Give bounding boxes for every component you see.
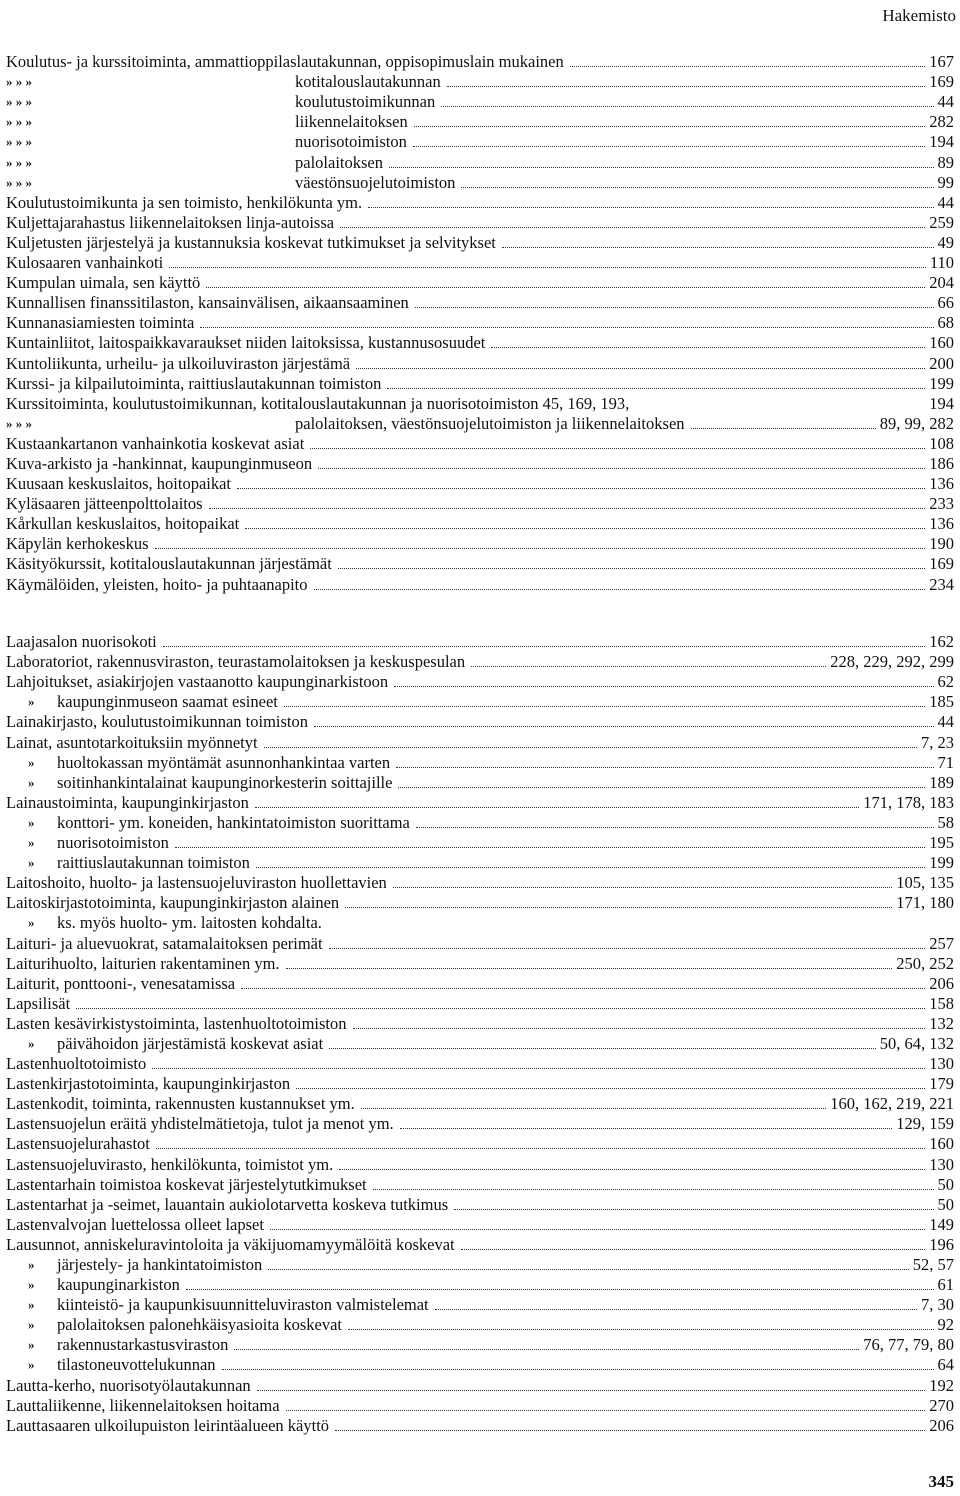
- index-entry-text: Kyläsaaren jätteenpolttolaitos: [6, 494, 203, 514]
- index-entry: [6, 1355, 954, 1375]
- index-entry-text: Koulutus- ja kurssitoiminta, ammattioppilaslautakunnan, oppisopimuslain mukainen: [6, 52, 564, 72]
- index-entry-pages: 136: [929, 474, 954, 494]
- index-entry-pages: 64: [937, 1355, 954, 1375]
- dot-leader: [471, 665, 826, 667]
- index-entry-text: Lauttasaaren ulkoilupuiston leirintäalueen käyttö: [6, 1415, 330, 1435]
- index-entry-pages: 44: [937, 712, 954, 732]
- index-entry-text: Kurssi- ja kilpailutoiminta, raittiuslautakunnan toimiston: [6, 373, 382, 393]
- index-entry-text: Lastenhuoltotoimisto: [6, 1054, 147, 1074]
- index-entry-pages: 7, 30: [921, 1295, 954, 1315]
- index-entry-pages: 234: [929, 574, 954, 594]
- index-entry: [6, 52, 954, 72]
- index-entry: [6, 1134, 954, 1154]
- index-entry-pages: 68: [937, 313, 954, 333]
- index-entry-text: raittiuslautakunnan toimiston: [57, 853, 250, 873]
- ditto-mark: »: [28, 754, 35, 770]
- index-entry-pages: 7, 23: [921, 732, 954, 752]
- index-entry-pages: 44: [937, 92, 954, 112]
- dot-leader: [348, 1328, 933, 1330]
- ditto-mark: »: [28, 1277, 35, 1293]
- index-entry-pages: 158: [929, 993, 954, 1013]
- ditto-mark: »: [28, 694, 35, 710]
- index-entry: [6, 132, 954, 152]
- index-entry-text: Koulutustoimikunta ja sen toimisto, henkilökunta ym.: [6, 192, 363, 212]
- index-entry: [6, 833, 954, 853]
- index-entry-pages: 270: [929, 1395, 954, 1415]
- dot-leader: [413, 145, 925, 147]
- dot-leader: [314, 725, 933, 727]
- index-entry: [6, 873, 954, 893]
- dot-leader: [314, 588, 926, 590]
- index-entry: [6, 1114, 954, 1134]
- index-entry-text: Lainakirjasto, koulutustoimikunnan toimiston: [6, 712, 309, 732]
- index-entry-text: nuorisotoimiston: [57, 833, 169, 853]
- index-entry-text: Lapsilisät: [6, 993, 71, 1013]
- index-entry-text: Lastenvalvojan luettelossa olleet lapset: [6, 1214, 264, 1234]
- index-entry-text: Kulosaaren vanhainkoti: [6, 253, 164, 273]
- index-entry: [6, 974, 954, 994]
- index-entry: [6, 632, 954, 652]
- index-entry-pages: 50: [937, 1174, 954, 1194]
- index-entry-text: Laiturit, ponttooni-, venesatamissa: [6, 973, 236, 993]
- page-header-title: Hakemisto: [882, 6, 956, 25]
- index-entry-pages: 282: [929, 112, 954, 132]
- index-entry-text: Lahjoitukset, asiakirjojen vastaanotto kaupunginarkistoon: [6, 672, 389, 692]
- dot-leader: [570, 65, 926, 67]
- dot-leader: [286, 967, 893, 969]
- dot-leader: [447, 85, 926, 87]
- index-entry-text: Lastensuojelun eräitä yhdistelmätietoja, tulot ja menot ym.: [6, 1114, 394, 1134]
- index-entry-pages: 169: [929, 554, 954, 574]
- index-entry: [6, 1375, 954, 1395]
- index-entry-pages: 257: [929, 933, 954, 953]
- dot-leader: [209, 507, 926, 509]
- index-entry: [6, 1054, 954, 1074]
- index-entry: [6, 933, 954, 953]
- ditto-mark: »: [28, 1317, 35, 1333]
- index-entry: [6, 333, 954, 353]
- index-entry: [6, 233, 954, 253]
- ditto-mark: » » »: [6, 74, 32, 90]
- index-entry-text: Laitoskirjastotoiminta, kaupunginkirjaston alainen: [6, 893, 340, 913]
- dot-leader: [245, 527, 925, 529]
- ditto-mark: » » »: [6, 174, 32, 190]
- index-entry: [6, 173, 954, 193]
- index-entry: [6, 793, 954, 813]
- index-entry-text: Kuntoliikunta, urheilu- ja ulkoiluviraston järjestämä: [6, 353, 351, 373]
- dot-leader: [368, 206, 933, 208]
- index-entry: [6, 494, 954, 514]
- dot-leader: [257, 1389, 926, 1391]
- dot-leader: [156, 1147, 925, 1149]
- index-entry-pages: 199: [929, 853, 954, 873]
- index-entry-pages: 61: [937, 1275, 954, 1295]
- index-entry-pages: 89: [937, 152, 954, 172]
- index-entry-text: konttori- ym. koneiden, hankintatoimiston suorittama: [57, 812, 410, 832]
- dot-leader: [491, 346, 925, 348]
- index-entry: [6, 893, 954, 913]
- index-entry-text: Kuusaan keskuslaitos, hoitopaikat: [6, 474, 232, 494]
- index-entry: [6, 213, 954, 233]
- dot-leader: [296, 1087, 925, 1089]
- index-entry-text: palolaitoksen, väestönsuojelutoimiston ja liikennelaitoksen: [295, 413, 685, 433]
- dot-leader: [414, 125, 926, 127]
- ditto-mark: »: [28, 774, 35, 790]
- index-entry: [6, 313, 954, 333]
- dot-leader: [237, 487, 925, 489]
- index-entry-text: Laajasalon nuorisokoti: [6, 632, 157, 652]
- dot-leader: [169, 266, 926, 268]
- index-entry: [6, 273, 954, 293]
- index-entry-pages: 62: [937, 672, 954, 692]
- ditto-mark: »: [28, 1035, 35, 1051]
- dot-leader: [76, 1007, 925, 1009]
- index-entry-text: Laitoshoito, huolto- ja lastensuojeluviraston huollettavien: [6, 873, 387, 893]
- index-entry: [6, 374, 954, 394]
- dot-leader: [340, 226, 925, 228]
- index-entry-pages: 192: [929, 1375, 954, 1395]
- index-entry-pages: 50: [937, 1194, 954, 1214]
- dot-leader: [356, 367, 925, 369]
- dot-leader: [461, 186, 933, 188]
- index-entry-pages: 179: [929, 1074, 954, 1094]
- ditto-mark: »: [28, 1357, 35, 1373]
- index-section-l: [6, 632, 954, 1436]
- dot-leader: [310, 447, 925, 449]
- dot-leader: [415, 306, 934, 308]
- ditto-mark: »: [28, 1257, 35, 1272]
- index-entry-pages: 190: [929, 534, 954, 554]
- index-entry: [6, 1014, 954, 1034]
- dot-leader: [335, 1429, 925, 1431]
- index-entry: [6, 514, 954, 534]
- index-entry-pages: 185: [929, 692, 954, 712]
- index-entry-text: Lastensuojeluvirasto, henkilökunta, toimistot ym.: [6, 1154, 334, 1174]
- index-entry-pages: 49: [937, 232, 954, 252]
- dot-leader: [398, 786, 925, 788]
- dot-leader: [345, 906, 892, 908]
- index-entry-text: järjestely- ja hankintatoimiston: [57, 1255, 263, 1274]
- index-entry: [6, 994, 954, 1014]
- dot-leader: [329, 947, 926, 949]
- ditto-mark: »: [28, 855, 35, 871]
- index-entry-text: Lauttaliikenne, liikennelaitoksen hoitama: [6, 1395, 280, 1415]
- dot-leader: [635, 408, 925, 409]
- ditto-mark: » » »: [6, 134, 32, 150]
- index-entry: [6, 434, 954, 454]
- index-entry-pages: 171, 178, 183: [863, 792, 954, 812]
- index-entry-pages: 108: [929, 433, 954, 453]
- index-entry-pages: 259: [929, 212, 954, 232]
- index-entry: [6, 1235, 954, 1255]
- index-entry: [6, 574, 954, 594]
- index-entry: [6, 554, 954, 574]
- index-entry: [6, 1154, 954, 1174]
- dot-leader: [435, 1308, 917, 1310]
- index-entry: [6, 1175, 954, 1195]
- index-entry-text: palolaitoksen: [295, 152, 383, 172]
- index-entry-pages: 199: [929, 373, 954, 393]
- index-entry-pages: 105, 135: [896, 873, 954, 893]
- dot-leader: [441, 105, 933, 107]
- dot-leader: [338, 567, 925, 569]
- index-entry-text: Lainat, asuntotarkoituksiin myönnetyt: [6, 732, 258, 752]
- index-entry: [6, 1215, 954, 1235]
- dot-leader: [396, 766, 933, 768]
- index-entry-text: Lainaustoiminta, kaupunginkirjaston: [6, 792, 249, 812]
- ditto-mark: »: [28, 835, 35, 851]
- dot-leader: [255, 806, 859, 808]
- index-entry-text: palolaitoksen palonehkäisyasioita koskevat: [57, 1315, 343, 1335]
- index-entry-text: Lastenkodit, toiminta, rakennusten kustannukset ym.: [6, 1094, 355, 1114]
- index-entry-text: kaupunginmuseon saamat esineet: [57, 692, 278, 712]
- index-entry-text: ks. myös huolto- ym. laitosten kohdalta.: [57, 913, 322, 933]
- index-entry-text: nuorisotoimiston: [295, 132, 407, 152]
- dot-leader: [155, 547, 926, 549]
- index-entry: [6, 732, 954, 752]
- index-entry: [6, 112, 954, 132]
- index-entry-pages: 89, 99, 282: [879, 413, 954, 433]
- index-entry-pages: 233: [929, 494, 954, 514]
- dot-leader: [318, 467, 925, 469]
- index-entry-pages: 149: [929, 1214, 954, 1234]
- index-entry-pages: 44: [937, 192, 954, 212]
- index-entry-pages: 194: [929, 393, 954, 413]
- index-entry-text: Kuljettajarahastus liikennelaitoksen linja-autoissa: [6, 212, 335, 232]
- index-entry: [6, 72, 954, 92]
- index-entry-text: Kunnanasiamiesten toiminta: [6, 313, 195, 333]
- dot-leader: [691, 427, 876, 429]
- index-entry: [6, 92, 954, 112]
- index-entry-text: Kårkullan keskuslaitos, hoitopaikat: [6, 514, 240, 534]
- index-entry-text: rakennustarkastusviraston: [57, 1335, 229, 1355]
- ditto-mark: » » »: [6, 114, 32, 130]
- index-entry-text: Käpylän kerhokeskus: [6, 534, 149, 554]
- dot-leader: [387, 387, 925, 389]
- index-entry: [6, 1396, 954, 1416]
- index-entry-pages: 250, 252: [896, 953, 954, 973]
- index-entry-text: Kuva-arkisto ja -hankinnat, kaupunginmuseon: [6, 453, 313, 473]
- index-entry-text: väestönsuojelutoimiston: [295, 172, 456, 192]
- index-entry: [6, 1295, 954, 1315]
- ditto-mark: » » »: [6, 94, 32, 110]
- dot-leader: [393, 886, 892, 888]
- index-entry-pages: 204: [929, 273, 954, 293]
- dot-leader: [222, 1368, 934, 1370]
- index-entry-pages: 99: [937, 172, 954, 192]
- index-entry: [6, 353, 954, 373]
- dot-leader: [502, 246, 934, 248]
- index-entry-pages: 228, 229, 292, 299: [830, 652, 954, 672]
- index-entry: [6, 913, 954, 933]
- index-entry-text: Lastentarhain toimistoa koskevat järjestelytutkimukset: [6, 1174, 367, 1194]
- index-entry-pages: 76, 77, 79, 80: [863, 1335, 954, 1355]
- index-entry-pages: 71: [937, 752, 954, 772]
- index-entry: [6, 672, 954, 692]
- index-entry-pages: 52, 57: [912, 1255, 954, 1274]
- index-entry-pages: 194: [929, 132, 954, 152]
- dot-leader: [361, 1107, 827, 1109]
- index-entry-pages: 206: [929, 973, 954, 993]
- index-entry: [6, 1275, 954, 1295]
- index-entry-pages: 169: [929, 72, 954, 92]
- ditto-mark: »: [28, 814, 35, 830]
- index-entry-pages: 160: [929, 1134, 954, 1154]
- index-entry: [6, 813, 954, 833]
- index-entry: [6, 753, 954, 773]
- dot-leader: [373, 1188, 934, 1190]
- dot-leader: [270, 1228, 925, 1230]
- dot-leader: [328, 927, 950, 928]
- index-entry-pages: 189: [929, 772, 954, 792]
- dot-leader: [186, 1288, 934, 1290]
- index-entry-text: Kunnallisen finanssitilaston, kansainvälisen, aikaansaaminen: [6, 293, 409, 313]
- index-entry: [6, 394, 954, 414]
- ditto-mark: »: [28, 1337, 35, 1353]
- index-entry-text: Lausunnot, anniskeluravintoloita ja väkijuomamyymälöitä koskevat: [6, 1234, 455, 1254]
- index-entry: [6, 474, 954, 494]
- dot-leader: [329, 1047, 876, 1049]
- index-entry-pages: 171, 180: [896, 893, 954, 913]
- index-entry-text: Lasten kesävirkistystoiminta, lastenhuoltotoimiston: [6, 1013, 347, 1033]
- dot-leader: [175, 846, 925, 848]
- index-entry-pages: 160, 162, 219, 221: [830, 1094, 954, 1114]
- index-entry-pages: 206: [929, 1415, 954, 1435]
- index-entry-text: Kurssitoiminta, koulutustoimikunnan, kotitalouslautakunnan ja nuorisotoimiston 45, 169, 193,: [6, 393, 630, 413]
- index-entry: [6, 652, 954, 672]
- index-entry-text: Käsityökurssit, kotitalouslautakunnan järjestämät: [6, 554, 332, 574]
- dot-leader: [256, 866, 925, 868]
- dot-leader: [163, 645, 925, 647]
- dot-leader: [394, 685, 933, 687]
- dot-leader: [416, 826, 934, 828]
- index-entry-text: Kumpulan uimala, sen käyttö: [6, 273, 201, 293]
- dot-leader: [241, 987, 925, 989]
- index-entry-text: päivähoidon järjestämistä koskevat asiat: [57, 1033, 324, 1053]
- index-entry: [6, 1074, 954, 1094]
- dot-leader: [284, 705, 925, 707]
- index-entry-text: soitinhankintalainat kaupunginorkesterin soittajille: [57, 772, 393, 792]
- index-entry-pages: 130: [929, 1054, 954, 1074]
- page-number: 345: [928, 1472, 954, 1491]
- index-entry-text: Kuljetusten järjestelyä ja kustannuksia koskevat tutkimukset ja selvitykset: [6, 232, 496, 252]
- index-section-k: [6, 52, 954, 595]
- index-entry: [6, 773, 954, 793]
- ditto-mark: »: [28, 915, 35, 931]
- index-entry-text: huoltokassan myöntämät asunnonhankintaa varten: [57, 752, 391, 772]
- index-entry-text: Lastenkirjastotoiminta, kaupunginkirjaston: [6, 1074, 291, 1094]
- dot-leader: [200, 326, 933, 328]
- index-entry-text: koulutustoimikunnan: [295, 92, 436, 112]
- index-entry-pages: 162: [929, 632, 954, 652]
- ditto-mark: » » »: [6, 154, 32, 170]
- index-entry-text: liikennelaitoksen: [295, 112, 408, 132]
- dot-leader: [400, 1127, 893, 1129]
- index-entry-pages: 58: [937, 812, 954, 832]
- index-entry-pages: 132: [929, 1013, 954, 1033]
- index-entry: [6, 853, 954, 873]
- dot-leader: [461, 1248, 926, 1250]
- index-entry: [6, 253, 954, 273]
- index-entry-pages: 186: [929, 453, 954, 473]
- dot-leader: [234, 1348, 859, 1350]
- index-entry-text: Kuntainliitot, laitospaikkavaraukset niiden laitoksissa, kustannusosuudet: [6, 333, 486, 353]
- dot-leader: [268, 1268, 908, 1270]
- index-entry: [6, 954, 954, 974]
- dot-leader: [264, 746, 917, 748]
- index-entry-text: kotitalouslautakunnan: [295, 72, 441, 92]
- index-entry: [6, 1195, 954, 1215]
- dot-leader: [206, 286, 925, 288]
- index-entry-pages: 136: [929, 514, 954, 534]
- index-entry: [6, 414, 954, 434]
- index-entry-pages: 130: [929, 1154, 954, 1174]
- index-entry: [6, 712, 954, 732]
- index-entry-pages: 200: [929, 353, 954, 373]
- index-entry: [6, 454, 954, 474]
- dot-leader: [152, 1067, 925, 1069]
- index-entry-text: Laboratoriot, rakennusviraston, teurastamolaitoksen ja keskuspesulan: [6, 652, 466, 672]
- index-entry: [6, 1335, 954, 1355]
- index-entry-pages: 129, 159: [896, 1114, 954, 1134]
- index-entry: [6, 1416, 954, 1436]
- index-entry-text: Laituri- ja aluevuokrat, satamalaitoksen perimät: [6, 933, 323, 953]
- index-entry-text: kaupunginarkiston: [57, 1275, 180, 1295]
- index-entry-pages: 195: [929, 833, 954, 853]
- index-entry-text: Laiturihuolto, laiturien rakentaminen ym.: [6, 953, 280, 973]
- index-entry-pages: 110: [929, 253, 954, 273]
- index-entry: [6, 293, 954, 313]
- index-entry-text: Kustaankartanon vanhainkotia koskevat asiat: [6, 433, 305, 453]
- index-entry: [6, 1315, 954, 1335]
- index-entry-pages: 196: [929, 1234, 954, 1254]
- index-entry-pages: 66: [937, 293, 954, 313]
- dot-leader: [454, 1208, 933, 1210]
- index-entry: [6, 193, 954, 213]
- index-entry-text: Lastensuojelurahastot: [6, 1134, 150, 1154]
- dot-leader: [339, 1168, 925, 1170]
- ditto-mark: » » »: [6, 415, 32, 431]
- index-entry-pages: 167: [929, 52, 954, 72]
- index-entry-text: Lautta-kerho, nuorisotyölautakunnan: [6, 1375, 251, 1395]
- index-entry-text: kiinteistö- ja kaupunkisuunnitteluviraston valmistelemat: [57, 1295, 429, 1315]
- index-entry: [6, 1094, 954, 1114]
- index-entry: [6, 692, 954, 712]
- index-entry: [6, 1255, 954, 1275]
- index-entry: [6, 152, 954, 172]
- dot-leader: [353, 1027, 926, 1029]
- index-entry-text: tilastoneuvottelukunnan: [57, 1355, 216, 1375]
- index-entry-text: Käymälöiden, yleisten, hoito- ja puhtaanapito: [6, 574, 308, 594]
- dot-leader: [286, 1409, 926, 1411]
- index-entry: [6, 1034, 954, 1054]
- index-entry-text: Lastentarhat ja -seimet, lauantain aukiolotarvetta koskeva tutkimus: [6, 1194, 449, 1214]
- index-entry-pages: 50, 64, 132: [879, 1033, 954, 1053]
- dot-leader: [389, 166, 934, 168]
- index-entry-pages: 92: [937, 1315, 954, 1335]
- ditto-mark: »: [28, 1297, 35, 1313]
- index-entry-pages: 160: [929, 333, 954, 353]
- index-entry: [6, 534, 954, 554]
